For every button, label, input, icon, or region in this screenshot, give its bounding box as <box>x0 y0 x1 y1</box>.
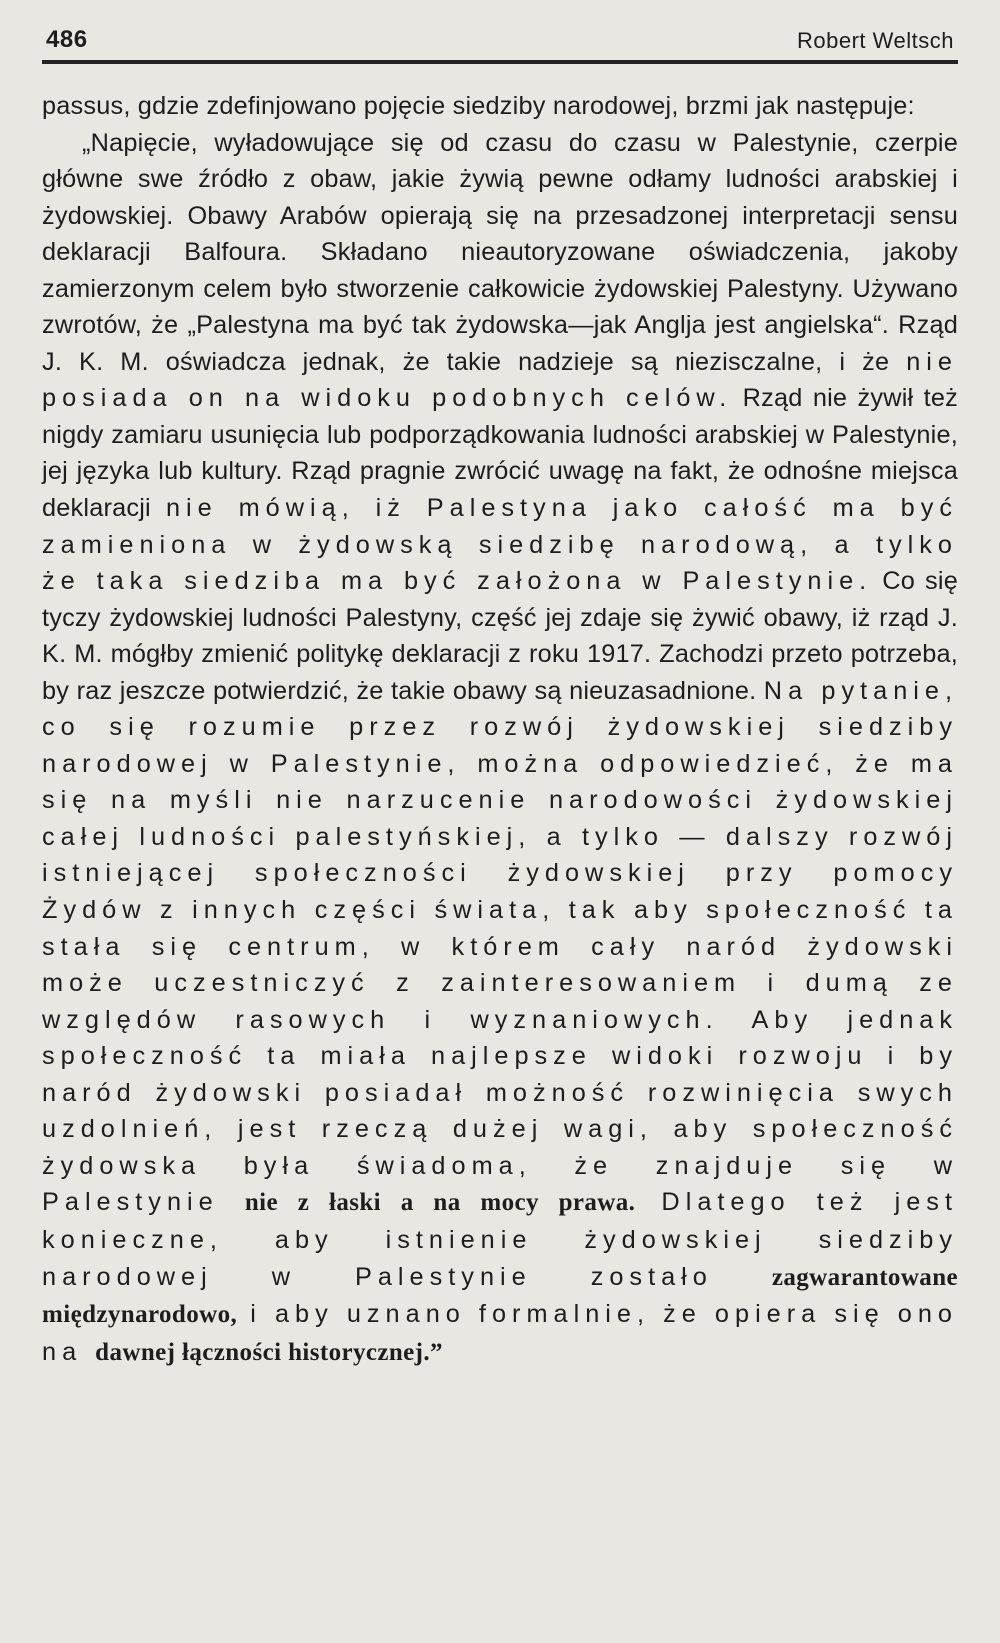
text-run: „Napięcie, wyładowujące się od czasu do czasu w Palestynie, czerpie główne swe źródło z obaw, jakie żywią pewne odłamy ludności arabskiej i żydowskiej. Obawy Arabów opierają się na przesadzonej interpretacji sensu deklaracji Balfoura. Składano nieautoryzowane oświadczenia, jakoby zamierzonym celem było stworzenie całkowicie żydowskiej Palestyny. Używano zwrotów, że „Palestyna ma być tak żydowska—jak Anglja jest angielska“. Rząd J. K. M. oświadcza jednak, że takie nadzieje są niezisczalne, i że <box>42 128 958 376</box>
spaced-emphasis: nie mówią, iż Palestyna jako całość ma być zamieniona w żydowską siedzibę narodową, a tylko że taka siedziba ma być założona w Palestynie. <box>42 494 958 596</box>
page-header <box>42 18 958 54</box>
text-run: Co się tyczy żydowskiej ludności Palestyny, część jej zdaje się żywić obawy, iż rząd J. K. M. mógłby zmienić politykę deklaracji z roku 1917. Zachodzi przeto potrzeba, by raz jeszcze potwierdzić, że takie obawy są nieuzasadnione. <box>42 567 958 705</box>
running-head-author: Robert Weltsch <box>797 28 954 53</box>
bold-emphasis: dawnej łączności historycznej.” <box>95 1338 443 1366</box>
spaced-emphasis: nie posiada on na widoku podobnych celów. <box>42 347 958 413</box>
bold-emphasis: nie z łaski a na mocy prawa. <box>244 1189 636 1217</box>
spaced-emphasis: Na pytanie, co się rozumie przez rozwój żydowskiej siedziby narodowej w Palestynie, można odpowiedzieć, że ma się na myśli nie narzucenie narodowości żydowskiej całej ludności palestyńskiej, a tylko — dalszy rozwój istniejącej społeczności żydowskiej przy pomocy Żydów z innych części świata, tak aby społeczność ta stała się centrum, w którem cały naród żydowski może uczestniczyć z zainteresowaniem i dumą ze względów rasowych i wyznaniowych. Aby jednak społeczność ta miała najlepsze widoki rozwoju i by naród żydowski posiadał możność rozwinięcia swych uzdolnień, jest rzeczą dużej wagi, aby społeczność żydowska była świadoma, że znajduje się w Palestynie <box>42 676 958 1217</box>
text-run: Rząd nie żywił też nigdy zamiaru usunięcia lub podporządkowania ludności arabskiej w Palestynie, jej języka lub kultury. Rząd pragnie zwrócić uwagę na fakt, że odnośne miejsca deklaracji <box>42 384 958 523</box>
spaced-emphasis: i aby uznano formalnie, że opiera się ono na <box>42 1300 958 1366</box>
bold-emphasis: zagwarantowane międzynarodowo, <box>42 1263 958 1329</box>
main-text <box>42 88 958 1371</box>
page-number: 486 <box>46 26 88 53</box>
paragraph-quotation <box>42 125 958 1372</box>
header-rule <box>42 60 958 64</box>
paragraph-intro: passus, gdzie zdefinjowano pojęcie siedziby narodowej, brzmi jak następuje: <box>42 92 915 120</box>
spaced-emphasis: Dlatego też jest konieczne, aby istnienie żydowskiej siedziby narodowej w Palestynie zostało <box>42 1188 958 1291</box>
